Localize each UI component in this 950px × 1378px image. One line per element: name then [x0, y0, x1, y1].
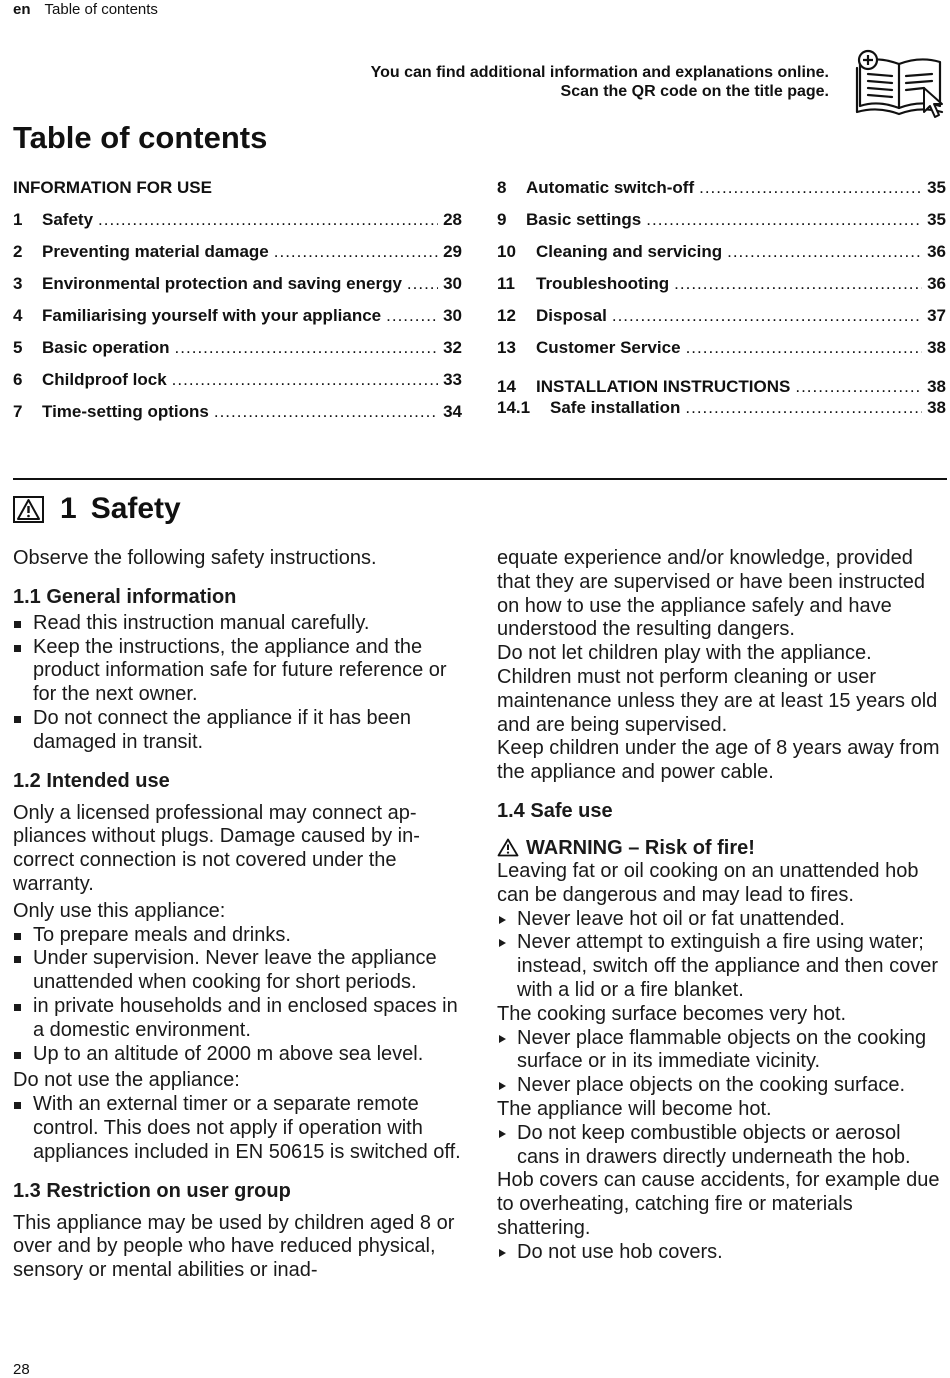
toc-entry-number: 3 [13, 274, 23, 293]
paragraph: This appliance may be used by children aged 8 or over and by people who have reduced physical, sensory or mental abilities or inad- [13, 1211, 455, 1282]
section-title [13, 490, 181, 528]
toc-entry[interactable] [13, 401, 462, 423]
list-item-text: Never leave hot oil or fat unattended. [517, 907, 845, 930]
paragraph: Do not use the appliance: [13, 1069, 240, 1092]
toc-entry-title: Environmental protection and saving energy [42, 274, 402, 293]
warning-triangle-icon [13, 496, 44, 523]
toc-entry[interactable] [497, 397, 946, 418]
toc-dot-leader [214, 401, 438, 423]
list-item-text: Never place flammable objects on the cooking surface or in its immediate vicinity. [517, 1026, 927, 1073]
paragraph: Only a licensed professional may connect appliances without plugs. Damage caused by incorrect connection is not covered under the warranty. [13, 801, 420, 895]
toc-entry-title: Automatic switch-off [526, 178, 695, 197]
toc-entry-title: Safety [42, 210, 94, 229]
toc-entry-page: 30 [443, 306, 462, 325]
fire-instructions-list [497, 908, 947, 1003]
section-divider [13, 478, 947, 480]
paragraph: Leaving fat or oil cooking on an unattended hob can be dangerous and may lead to fires. [497, 859, 919, 906]
toc-entry-page: 30 [443, 274, 462, 293]
toc-dot-leader [274, 241, 438, 263]
toc-entry[interactable] [13, 241, 462, 263]
toc-entry-title: Customer Service [536, 338, 681, 357]
warning-text: WARNING – Risk of fire! [526, 836, 755, 859]
toc-entry-number: 11 [497, 274, 515, 293]
toc-entry-number: 14.1 [497, 398, 531, 417]
language-code: en [13, 1, 31, 18]
toc-entry-number: 12 [497, 306, 516, 325]
online-info-line-1: You can find additional information and explanations online. [370, 64, 829, 81]
toc-entry-page: 35 [927, 178, 946, 197]
warning-triangle-icon [497, 838, 519, 857]
arrow-bullet-icon [499, 916, 506, 924]
toc-entry-number: 2 [13, 242, 23, 261]
toc-left-column [13, 177, 462, 433]
toc-entry-number: 4 [13, 306, 23, 325]
toc-entry[interactable] [497, 273, 946, 295]
paragraph: The cooking surface becomes very hot. [497, 1002, 847, 1025]
list-item [497, 1074, 947, 1098]
toc-dot-leader [646, 209, 922, 231]
toc-entry-page: 38 [927, 377, 946, 396]
paragraph: Keep children under the age of 8 years away from the appliance and power cable. [497, 737, 940, 784]
online-info-note [371, 63, 829, 101]
toc-entry[interactable] [13, 337, 462, 359]
arrow-bullet-icon [499, 1035, 506, 1043]
body-left-column [13, 547, 465, 1283]
toc-entry-title: Childproof lock [42, 370, 167, 389]
toc-entry-page: 34 [443, 402, 462, 421]
do-not-use-list [13, 1093, 465, 1164]
list-item [497, 931, 947, 1002]
paragraph: The appliance will become hot. [497, 1097, 772, 1120]
toc-entry-page: 38 [927, 338, 946, 357]
subsection-heading: 1.3 Restriction on user group [13, 1179, 291, 1202]
warning-heading [497, 836, 947, 860]
section-number: 1 [60, 492, 77, 525]
toc-right-column [497, 177, 946, 418]
toc-entry-number: 10 [497, 242, 516, 261]
arrow-bullet-icon [499, 1082, 506, 1090]
arrow-bullet-icon [499, 1130, 506, 1138]
toc-entry[interactable] [13, 209, 462, 231]
toc-dot-leader [407, 273, 438, 295]
toc-dot-leader [172, 369, 438, 391]
toc-entry-number: 13 [497, 338, 516, 357]
page-number: 28 [13, 1361, 30, 1378]
toc-entry-number: 5 [13, 338, 23, 357]
list-item: With an external timer or a separate remote control. This does not apply if operation with appliances included in EN 50615 is switched off. [13, 1093, 465, 1164]
toc-entry-page: 36 [927, 274, 946, 293]
list-item: Up to an altitude of 2000 m above sea level. [13, 1043, 465, 1067]
list-item: Read this instruction manual carefully. [13, 612, 465, 636]
header-section-title: Table of contents [44, 1, 158, 18]
toc-entry-number: 7 [13, 402, 23, 421]
list-item: in private households and in enclosed spaces in a domestic environment. [13, 995, 465, 1043]
section-heading: Safety [90, 492, 181, 525]
toc-entry-title: Safe installation [550, 398, 681, 417]
online-info-line-2: Scan the QR code on the title page. [560, 83, 829, 100]
toc-entry-number: 1 [13, 210, 23, 229]
toc-entry[interactable] [497, 177, 946, 199]
safety-intro: Observe the following safety instructions. [13, 547, 377, 569]
paragraph: Do not let children play with the appliance. [497, 642, 872, 665]
arrow-bullet-icon [499, 939, 506, 947]
toc-entry-page: 28 [443, 210, 462, 229]
paragraph: Children must not perform cleaning or user maintenance unless they are at least 15 years old and are being supervised. [497, 665, 938, 736]
toc-entry-page: 37 [927, 306, 946, 325]
toc-entry[interactable] [13, 305, 462, 327]
toc-entry-page: 33 [443, 370, 462, 389]
paragraph: Hob covers can cause accidents, for example due to overheating, catching fire or materials shattering. [497, 1169, 940, 1239]
list-item [497, 1027, 947, 1075]
hob-covers-list [497, 1241, 947, 1265]
list-item [497, 908, 947, 932]
toc-entry[interactable] [497, 241, 946, 263]
toc-entry-title: Troubleshooting [536, 274, 670, 293]
toc-dot-leader [386, 305, 438, 327]
general-info-list [13, 612, 465, 755]
toc-entry-title: INSTALLATION INSTRUCTIONS [536, 377, 791, 396]
list-item-text: Never attempt to extinguish a fire using water; instead, switch off the appliance and then cover with a lid or a fire blanket. [517, 931, 939, 1001]
toc-dot-leader [685, 397, 922, 418]
list-item: Do not connect the appliance if it has been damaged in transit. [13, 707, 465, 755]
toc-entry[interactable] [497, 305, 946, 327]
toc-entry-title: Familiarising yourself with your appliance [42, 306, 382, 325]
subsection-heading: 1.2 Intended use [13, 769, 170, 792]
online-manual-book-icon [854, 48, 944, 120]
hot-appliance-list [497, 1122, 947, 1170]
toc-entry-title: Time-setting options [42, 402, 209, 421]
toc-dot-leader [686, 337, 923, 359]
toc-entry[interactable] [497, 376, 946, 397]
subsection-heading: 1.4 Safe use [497, 799, 613, 822]
toc-entry-title: Basic operation [42, 338, 170, 357]
list-item: Under supervision. Never leave the appliance unattended when cooking for short periods. [13, 947, 465, 995]
toc-dot-leader [727, 241, 922, 263]
toc-left-heading: INFORMATION FOR USE [13, 178, 212, 197]
list-item-text: Do not use hob covers. [517, 1240, 723, 1263]
toc-entry-number: 14 [497, 377, 516, 396]
toc-entry-title: Cleaning and servicing [536, 242, 723, 261]
toc-title: Table of contents [13, 120, 268, 155]
list-item: To prepare meals and drinks. [13, 924, 465, 948]
toc-entry-title: Disposal [536, 306, 607, 325]
toc-entry[interactable] [497, 209, 946, 231]
subsection-heading: 1.1 General information [13, 585, 237, 608]
list-item [497, 1122, 947, 1170]
toc-dot-leader [175, 337, 439, 359]
toc-entry-number: 8 [497, 178, 507, 197]
toc-entry-page: 32 [443, 338, 462, 357]
toc-entry-number: 6 [13, 370, 23, 389]
toc-dot-leader [795, 376, 922, 397]
toc-entry-number: 9 [497, 210, 507, 229]
toc-entry-title: Basic settings [526, 210, 642, 229]
running-header [13, 1, 158, 18]
paragraph: Only use this appliance: [13, 899, 226, 922]
toc-entry[interactable] [13, 369, 462, 391]
toc-entry-page: 29 [443, 242, 462, 261]
toc-entry-page: 35 [927, 210, 946, 229]
toc-entry[interactable] [497, 337, 946, 359]
arrow-bullet-icon [499, 1249, 506, 1257]
intended-use-list [13, 924, 465, 1067]
toc-entry-page: 38 [927, 398, 946, 417]
paragraph-continued: equate experience and/or knowledge, provided that they are supervised or have been instructed on how to use the appliance safely and have understood the resulting dangers. [497, 547, 926, 641]
list-item: Keep the instructions, the appliance and the product information safe for future reference or for the next owner. [13, 636, 465, 707]
hot-surface-list [497, 1027, 947, 1098]
list-item-text: Do not keep combustible objects or aerosol cans in drawers directly underneath the hob. [517, 1121, 911, 1168]
toc-dot-leader [612, 305, 922, 327]
toc-entry-page: 36 [927, 242, 946, 261]
list-item [497, 1241, 947, 1265]
toc-dot-leader [699, 177, 922, 199]
list-item-text: Never place objects on the cooking surface. [517, 1074, 905, 1097]
toc-dot-leader [98, 209, 438, 231]
toc-dot-leader [674, 273, 922, 295]
body-right-column [497, 547, 947, 1265]
toc-entry-title: Preventing material damage [42, 242, 269, 261]
toc-entry[interactable] [13, 273, 462, 295]
